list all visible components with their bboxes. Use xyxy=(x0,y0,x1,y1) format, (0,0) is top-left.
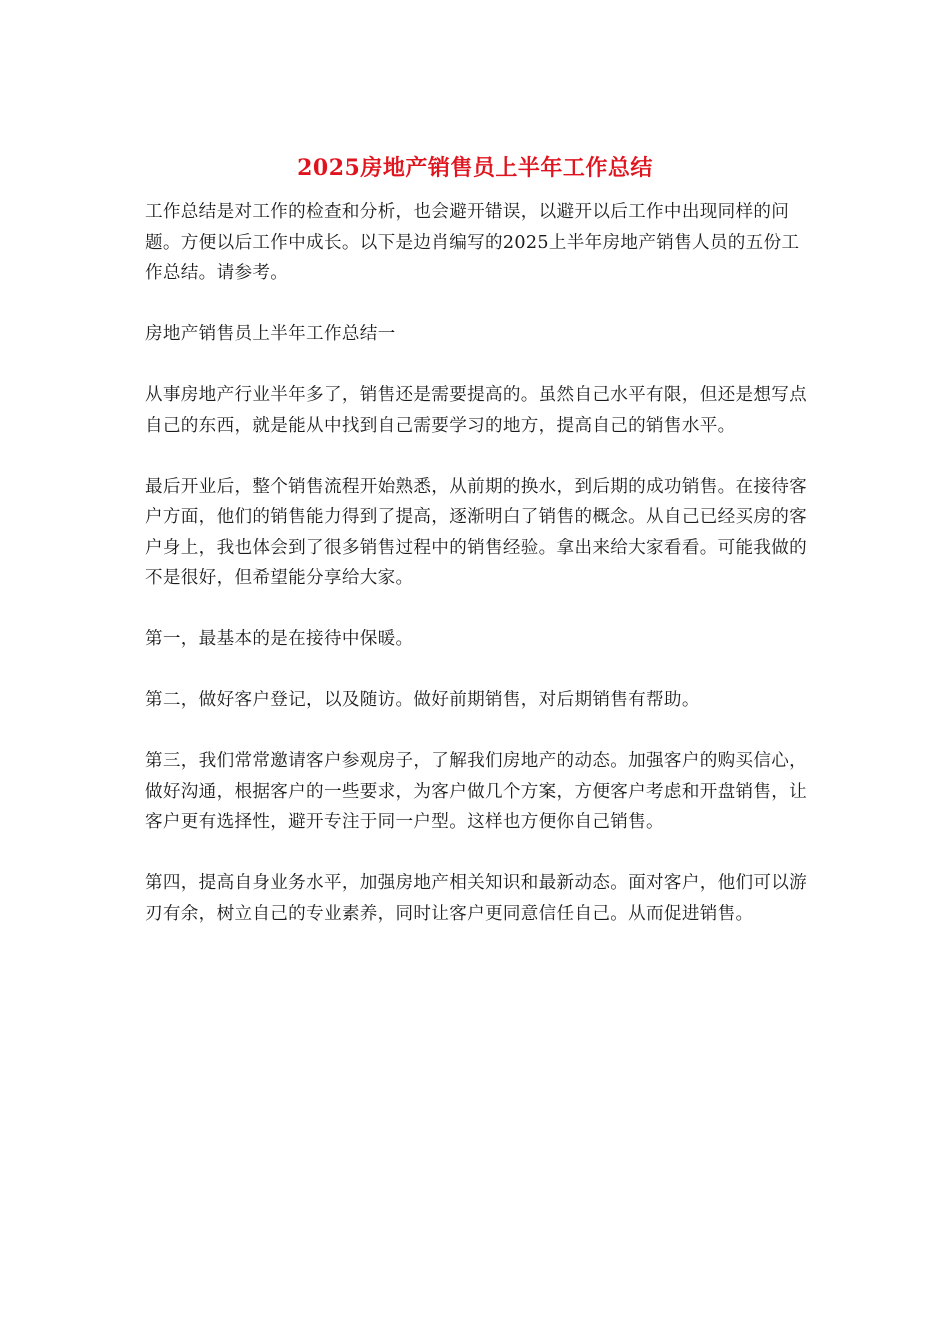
document-body xyxy=(145,197,809,960)
point-four-paragraph: 第四，提高自身业务水平，加强房地产相关知识和最新动态。面对客户，他们可以游刃有余，树立自己的专业素养，同时让客户更同意信任自己。从而促进销售。 xyxy=(145,873,808,924)
point-one-paragraph: 第一，最基本的是在接待中保暖。 xyxy=(145,629,414,649)
document-title: 2025房地产销售员上半年工作总结 xyxy=(297,155,653,181)
body-paragraph: 从事房地产行业半年多了，销售还是需要提高的。虽然自己水平有限，但还是想写点自己的东西，就是能从中找到自己需要学习的地方，提高自己的销售水平。 xyxy=(145,385,808,436)
section-heading: 房地产销售员上半年工作总结一 xyxy=(145,324,396,344)
body-paragraph: 最后开业后，整个销售流程开始熟悉，从前期的换水，到后期的成功销售。在接待客户方面，他们的销售能力得到了提高，逐渐明白了销售的概念。从自己已经买房的客户身上，我也体会到了很多销售过程中的销售经验。拿出来给大家看看。可能我做的不是很好，但希望能分享给大家。 xyxy=(145,476,808,588)
point-three-paragraph: 第三，我们常常邀请客户参观房子，了解我们房地产的动态。加强客户的购买信心，做好沟通，根据客户的一些要求，为客户做几个方案，方便客户考虑和开盘销售，让客户更有选择性，避开专注于同一户型。这样也方便你自己销售。 xyxy=(145,751,808,832)
intro-paragraph: 工作总结是对工作的检查和分析，也会避开错误，以避开以后工作中出现同样的问题。方便以后工作中成长。以下是边肖编写的2025上半年房地产销售人员的五份工作总结。请参考。 xyxy=(145,202,800,283)
point-two-paragraph: 第二，做好客户登记，以及随访。做好前期销售，对后期销售有帮助。 xyxy=(145,690,700,710)
